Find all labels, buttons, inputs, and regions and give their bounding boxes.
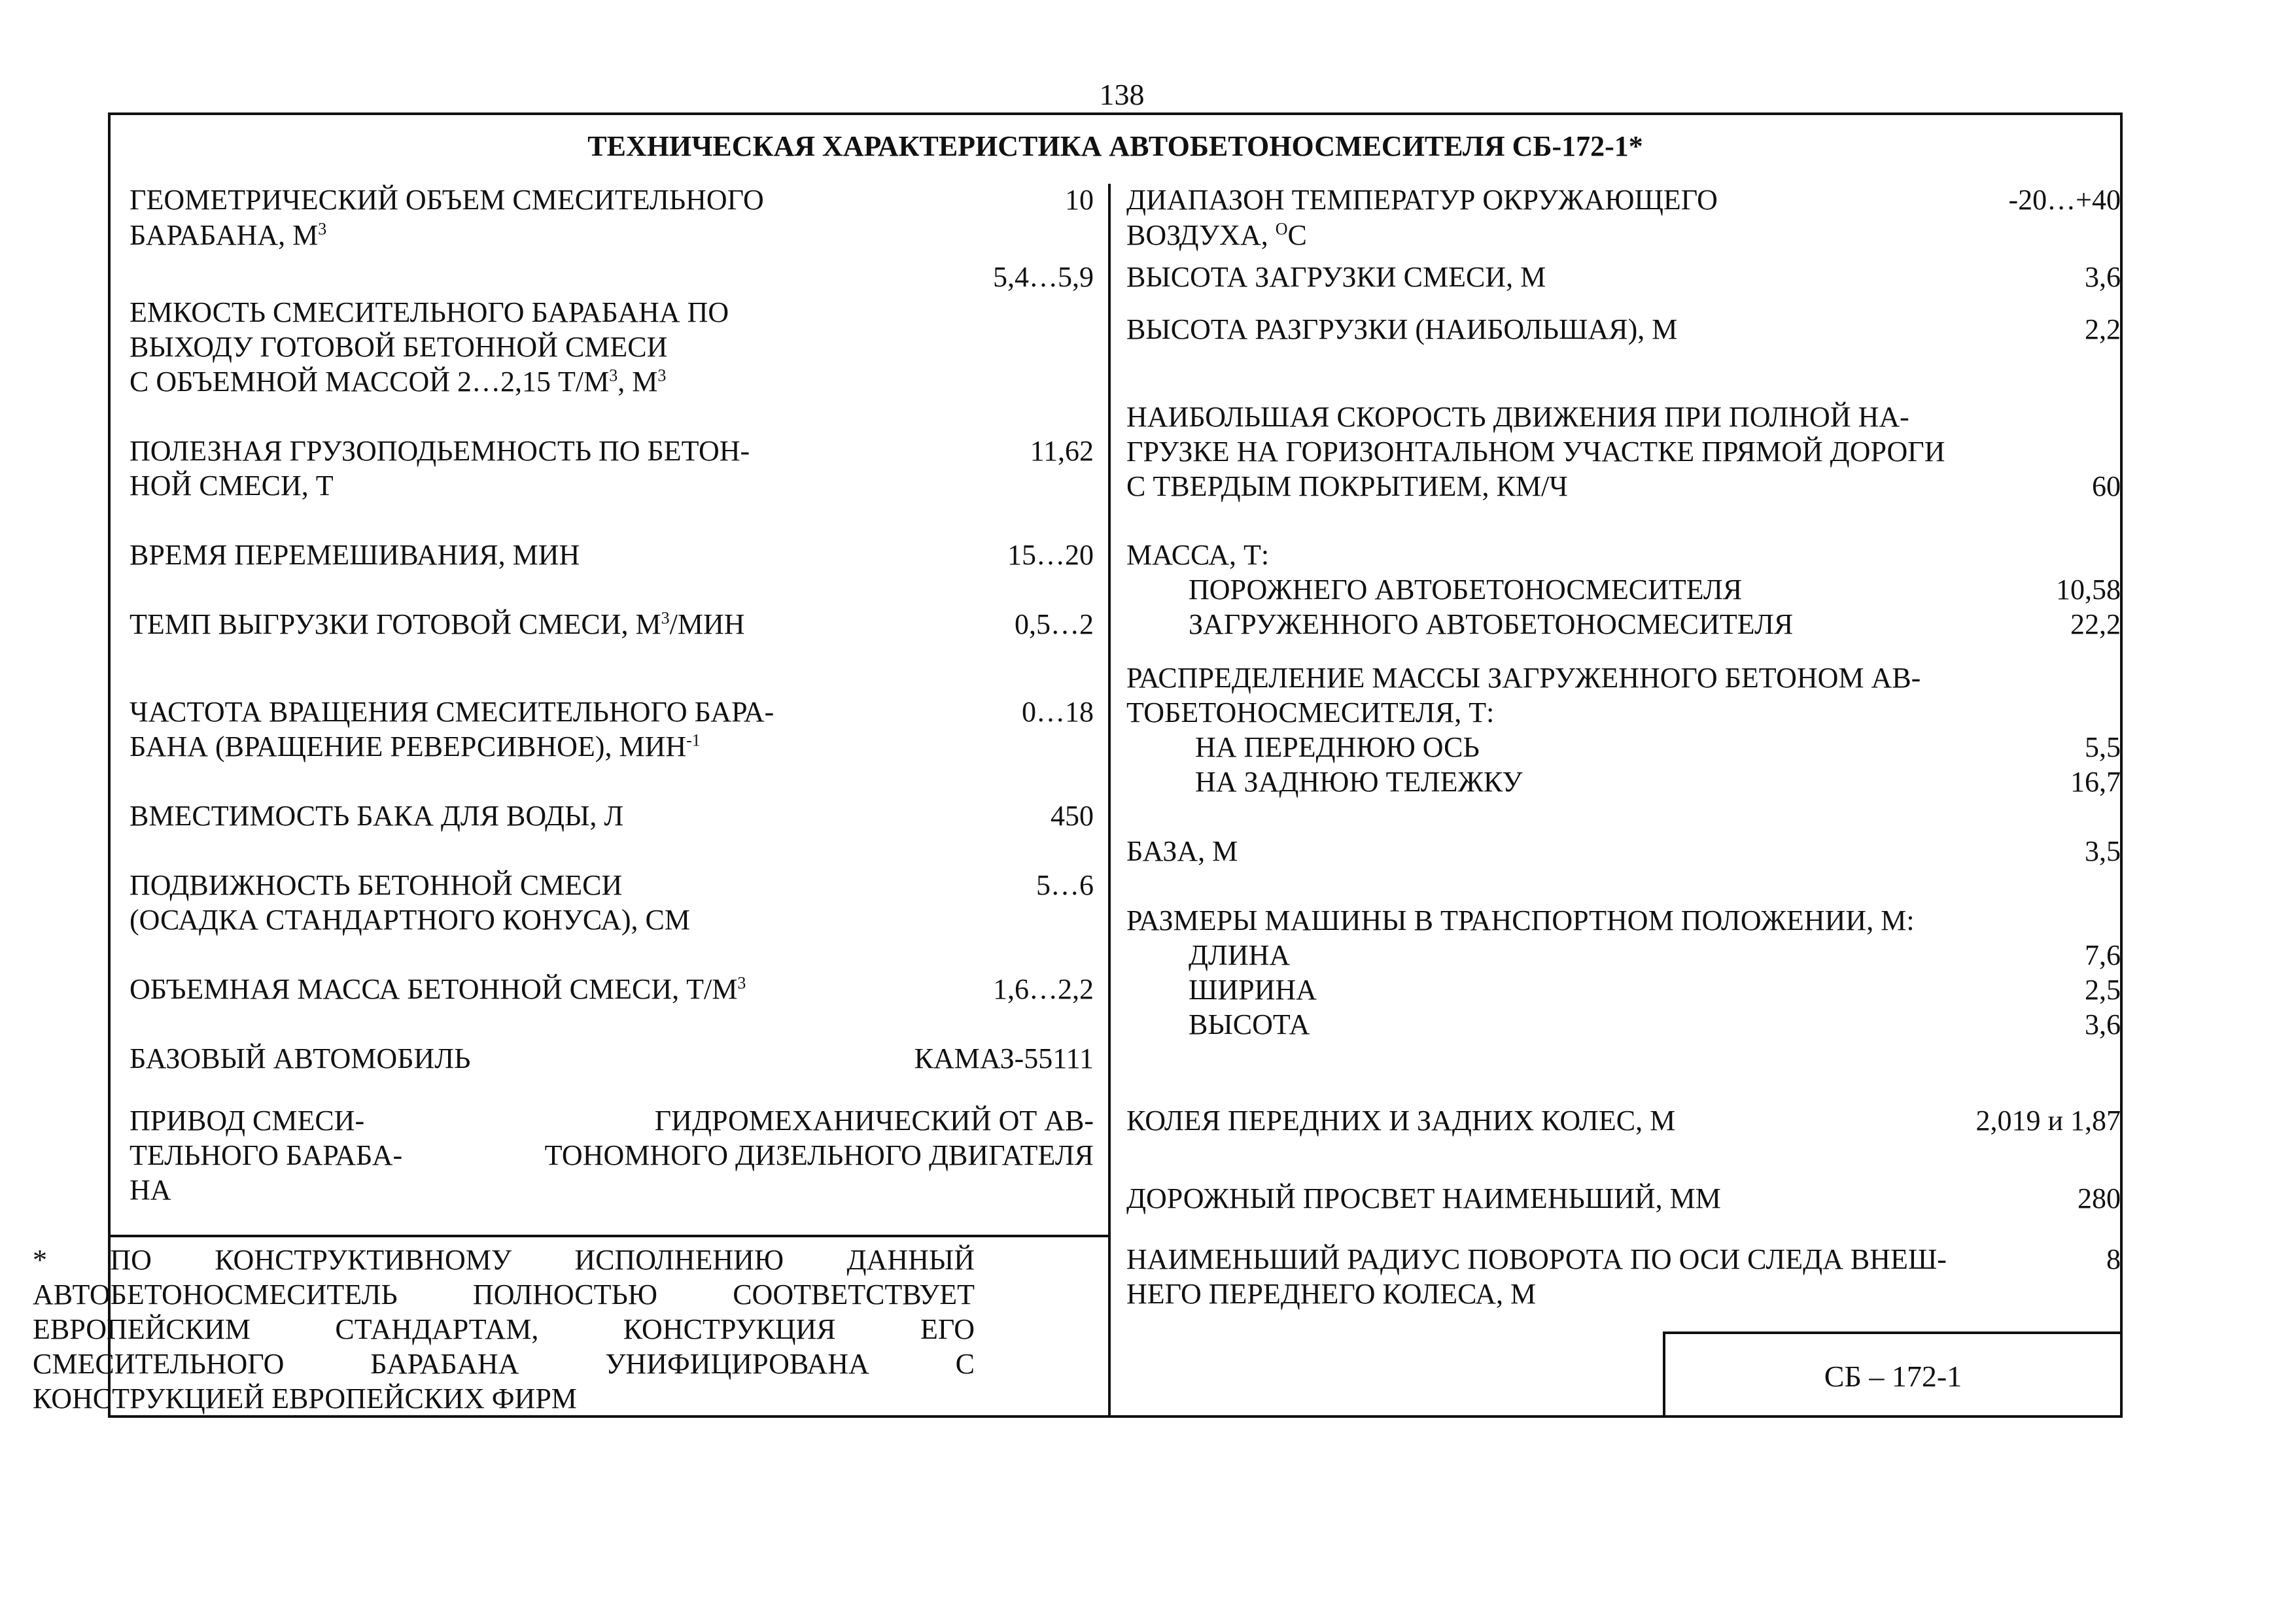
mass-loaded-value: 22,2: [2070, 608, 2121, 640]
footnote-text: * ПО КОНСТРУКТИВНОМУ ИСПОЛНЕНИЮ ДАННЫЙ АВТОБЕТОНОСМЕСИТЕЛЬ ПОЛНОСТЬЮ СООТВЕТСТВУЕТ ЕВРОПЕЙСКИМ СТАНДАРТАМ, КОНСТРУКЦИЯ ЕГО СМЕСИТЕЛЬНОГО БАРАБАНА УНИФИЦИРОВАНА С КОНСТРУКЦИЕЙ ЕВРОПЕЙСКИХ ФИРМ: [33, 1244, 975, 1415]
mixing-time-label: ВРЕМЯ ПЕРЕМЕШИВАНИЯ, МИН: [130, 539, 580, 571]
temp-range-label-1: ДИАПАЗОН ТЕМПЕРАТУР ОКРУЖАЮЩЕГО: [1126, 184, 1718, 216]
capacity-label-1: ЕМКОСТЬ СМЕСИТЕЛЬНОГО БАРАБАНА ПО: [130, 296, 729, 328]
distribution-front-label: НА ПЕРЕДНЮЮ ОСЬ: [1195, 731, 1480, 763]
column-divider: [1108, 184, 1111, 1418]
rotation-label-2: БАНА (ВРАЩЕНИЕ РЕВЕРСИВНОЕ), $МИН^{-1}$: [130, 730, 701, 763]
unload-rate-value: 0,5…2: [1015, 608, 1094, 640]
distribution-front-value: 5,5: [2085, 731, 2121, 763]
geom-volume-value: 10: [1065, 184, 1094, 216]
drive-value-1: ГИДРОМЕХАНИЧЕСКИЙ ОТ АВ-: [654, 1105, 1094, 1137]
drive-label-1: ПРИВОД СМЕСИ-: [130, 1105, 365, 1137]
dimensions-label: РАЗМЕРЫ МАШИНЫ В ТРАНСПОРТНОМ ПОЛОЖЕНИИ, М:: [1126, 904, 1915, 936]
water-tank-value: 450: [1051, 800, 1094, 832]
unload-height-label: ВЫСОТА РАЗГРУЗКИ (НАИБОЛЬШАЯ), М: [1126, 313, 1678, 345]
capacity-label-3: С ОБЪЕМНОЙ МАССОЙ 2…2,15 $Т/М^3$, $М^3$: [130, 366, 667, 398]
unload-rate-label: ТЕМП ВЫГРУЗКИ ГОТОВОЙ СМЕСИ, $М^3$/МИН: [130, 608, 745, 640]
capacity-label-2: ВЫХОДУ ГОТОВОЙ БЕТОННОЙ СМЕСИ: [130, 331, 668, 363]
payload-label-2: НОЙ СМЕСИ, Т: [130, 470, 334, 502]
payload-label-1: ПОЛЕЗНАЯ ГРУЗОПОДЬЕМНОСТЬ ПО БЕТОН-: [130, 435, 750, 467]
max-speed-label-3: С ТВЕРДЫМ ПОКРЫТИЕМ, КМ/Ч: [1126, 470, 1568, 502]
rotation-value: 0…18: [1022, 696, 1094, 728]
density-value: 1,6…2,2: [993, 973, 1094, 1005]
distribution-rear-value: 16,7: [2070, 766, 2121, 798]
mass-label: МАССА, Т:: [1126, 539, 1270, 571]
wheelbase-label: БАЗА, М: [1126, 835, 1238, 867]
dimensions-length-value: 7,6: [2085, 939, 2121, 971]
clearance-value: 280: [2078, 1182, 2121, 1214]
mass-loaded-label: ЗАГРУЖЕННОГО АВТОБЕТОНОСМЕСИТЕЛЯ: [1189, 608, 1794, 640]
turn-radius-label-1: НАИМЕНЬШИЙ РАДИУС ПОВОРОТА ПО ОСИ СЛЕДА ВНЕШ-: [1126, 1243, 1947, 1275]
base-vehicle-label: БАЗОВЫЙ АВТОМОБИЛЬ: [130, 1042, 471, 1074]
unload-height-value: 2,2: [2085, 313, 2121, 345]
temp-range-value: -20…+40: [2008, 184, 2121, 216]
distribution-label-1: РАСПРЕДЕЛЕНИЕ МАССЫ ЗАГРУЖЕННОГО БЕТОНОМ АВ-: [1126, 662, 1921, 694]
mass-empty-label: ПОРОЖНЕГО АВТОБЕТОНОСМЕСИТЕЛЯ: [1189, 574, 1743, 606]
drive-label-2: ТЕЛЬНОГО БАРАБА-: [130, 1139, 403, 1171]
capacity-value: 5,4…5,9: [993, 261, 1094, 293]
track-value: 2,019 и 1,87: [1975, 1105, 2121, 1137]
turn-radius-label-2: НЕГО ПЕРЕДНЕГО КОЛЕСА, М: [1126, 1278, 1537, 1310]
dimensions-length-label: ДЛИНА: [1189, 939, 1291, 971]
dimensions-height-value: 3,6: [2085, 1008, 2121, 1040]
payload-value: 11,62: [1030, 435, 1094, 467]
turn-radius-value: 8: [2106, 1243, 2121, 1275]
mass-empty-value: 10,58: [2056, 574, 2121, 606]
geom-volume-label-2: БАРАБАНА, $М^3$: [130, 219, 327, 251]
rotation-label-1: ЧАСТОТА ВРАЩЕНИЯ СМЕСИТЕЛЬНОГО БАРА-: [130, 696, 774, 728]
dimensions-height-label: ВЫСОТА: [1189, 1008, 1310, 1040]
sheet-title: ТЕХНИЧЕСКАЯ ХАРАКТЕРИСТИКА АВТОБЕТОНОСМЕСИТЕЛЯ СБ-172-1*: [587, 130, 1643, 162]
drawing-stamp: СБ – 172-1: [1663, 1331, 2121, 1418]
water-tank-label: ВМЕСТИМОСТЬ БАКА ДЛЯ ВОДЫ, Л: [130, 800, 624, 832]
distribution-rear-label: НА ЗАДНЮЮ ТЕЛЕЖКУ: [1195, 766, 1523, 798]
max-speed-label-2: ГРУЗКЕ НА ГОРИЗОНТАЛЬНОМ УЧАСТКЕ ПРЯМОЙ ДОРОГИ: [1126, 436, 1945, 468]
workability-label-2: (ОСАДКА СТАНДАРТНОГО КОНУСА), СМ: [130, 904, 690, 936]
drive-label-3: НА: [130, 1174, 171, 1206]
base-vehicle-value: КАМАЗ-55111: [914, 1042, 1094, 1074]
load-height-value: 3,6: [2085, 261, 2121, 293]
workability-label-1: ПОДВИЖНОСТЬ БЕТОННОЙ СМЕСИ: [130, 869, 623, 901]
load-height-label: ВЫСОТА ЗАГРУЗКИ СМЕСИ, М: [1126, 261, 1546, 293]
drive-value-2: ТОНОМНОГО ДИЗЕЛЬНОГО ДВИГАТЕЛЯ: [544, 1139, 1094, 1171]
mixing-time-value: 15…20: [1007, 539, 1094, 571]
workability-value: 5…6: [1036, 869, 1094, 901]
temp-range-label-2: ВОЗДУХА, $^О$С: [1126, 219, 1307, 251]
dimensions-width-label: ШИРИНА: [1189, 974, 1317, 1006]
clearance-label: ДОРОЖНЫЙ ПРОСВЕТ НАИМЕНЬШИЙ, ММ: [1126, 1182, 1721, 1214]
density-label: ОБЪЕМНАЯ МАССА БЕТОННОЙ СМЕСИ, $Т/М^3$: [130, 973, 746, 1005]
dimensions-width-value: 2,5: [2085, 974, 2121, 1006]
max-speed-value: 60: [2092, 470, 2121, 502]
page-number: 138: [1099, 78, 1145, 111]
geom-volume-label-1: ГЕОМЕТРИЧЕСКИЙ ОБЪЕМ СМЕСИТЕЛЬНОГО: [130, 184, 764, 216]
track-label: КОЛЕЯ ПЕРЕДНИХ И ЗАДНИХ КОЛЕС, М: [1126, 1105, 1676, 1137]
wheelbase-value: 3,5: [2085, 835, 2121, 867]
max-speed-label-1: НАИБОЛЬШАЯ СКОРОСТЬ ДВИЖЕНИЯ ПРИ ПОЛНОЙ НА-: [1126, 401, 1909, 433]
distribution-label-2: ТОБЕТОНОСМЕСИТЕЛЯ, Т:: [1126, 696, 1495, 729]
